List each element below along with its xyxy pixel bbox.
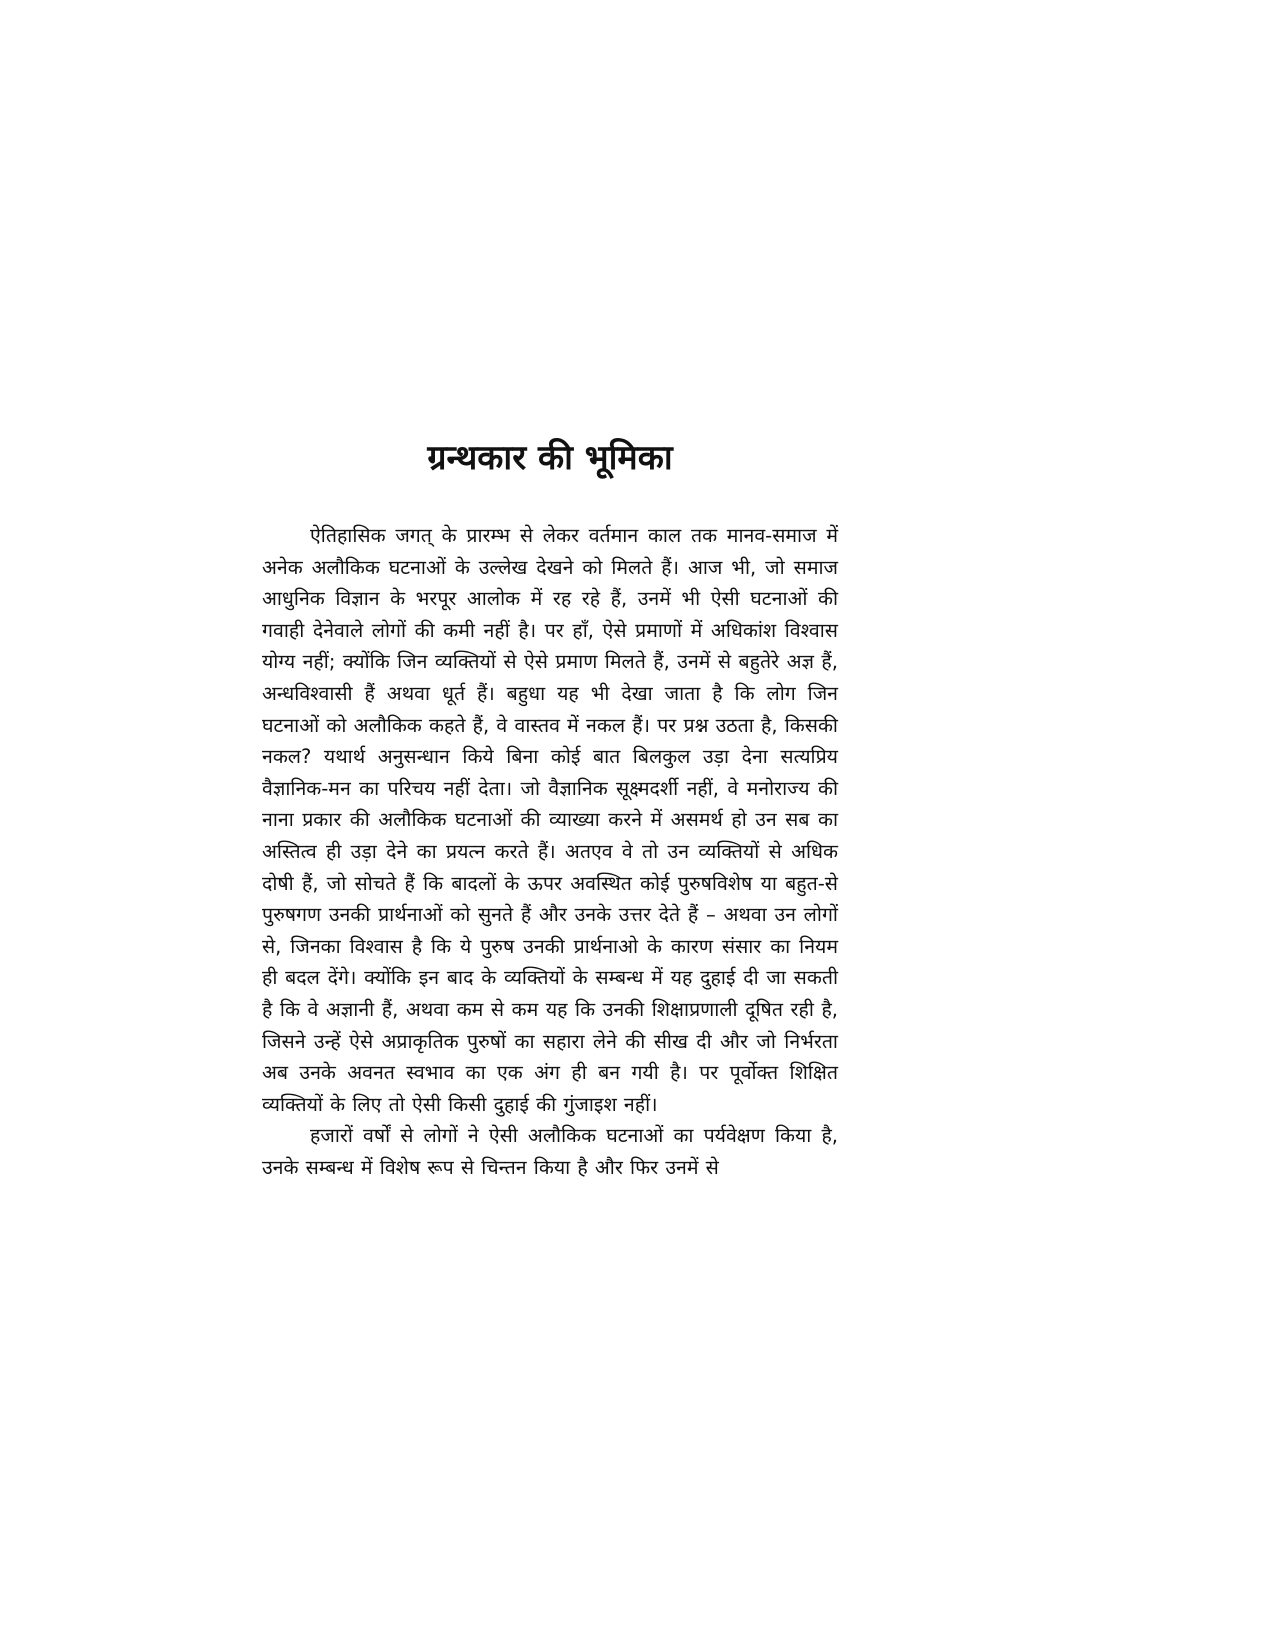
paragraph-1: ऐतिहासिक जगत् के प्रारम्भ से लेकर वर्तमान काल तक मानव-समाज में अनेक अलौकिक घटनाओं के उल्लेख देखने को मिलते हैं। आज भी, जो समाज आधुनिक विज्ञान के भरपूर आलोक में रह रहे हैं, उनमें भी ऐसी घटनाओं की गवाही देनेवाले लोगों की कमी नहीं है। पर हाँ, ऐसे प्रमाणों में अधिकांश विश्वास योग्य नहीं; क्योंकि जिन व्यक्तियों से ऐसे प्रमाण मिलते हैं, उनमें से बहुतेरे अज्ञ हैं, अन्धविश्वासी हैं अथवा धूर्त हैं। बहुधा यह भी देखा जाता है कि लोग जिन घटनाओं को अलौकिक कहते हैं, वे वास्तव में नकल हैं। पर प्रश्न उठता है, किसकी नकल? यथार्थ अनुसन्धान किये बिना कोई बात बिलकुल उड़ा देना सत्यप्रिय वैज्ञानिक-मन का परिचय नहीं देता। जो वैज्ञानिक सूक्ष्मदर्शी नहीं, वे मनोराज्य की नाना प्रकार की अलौकिक घटनाओं की व्याख्या करने में असमर्थ हो उन सब का अस्तित्व ही उड़ा देने का प्रयत्न करते हैं। अतएव वे तो उन व्यक्तियों से अधिक दोषी हैं, जो सोचते हैं कि बादलों के ऊपर अवस्थित कोई पुरुषविशेष या बहुत-से पुरुषगण उनकी प्रार्थनाओं को सुनते हैं और उनके उत्तर देते हैं – अथवा उन लोगों से, जिनका विश्वास है कि ये पुरुष उनकी प्रार्थनाओ के कारण संसार का नियम ही बदल देंगे। क्योंकि इन बाद के व्यक्तियों के सम्बन्ध में यह दुहाई दी जा सकती है कि वे अज्ञानी हैं, अथवा कम से कम यह कि उनकी शिक्षाप्रणाली दूषित रही है, जिसने उन्हें ऐसे अप्राकृतिक पुरुषों का सहारा लेने की सीख दी और जो निर्भरता अब उनके अवनत स्वभाव का एक अंग ही बन गयी है। पर पूर्वोक्त शिक्षित व्यक्तियों के लिए तो ऐसी किसी दुहाई की गुंजाइश नहीं।	[262, 524, 838, 1116]
page-title: ग्रन्थकार की भूमिका	[427, 438, 673, 478]
paragraph-2: हजारों वर्षों से लोगों ने ऐसी अलौकिक घटनाओं का पर्यवेक्षण किया है, उनके सम्बन्ध में विशेष रूप से चिन्तन किया है और फिर उनमें से	[262, 1124, 838, 1179]
body-text	[262, 520, 838, 1183]
